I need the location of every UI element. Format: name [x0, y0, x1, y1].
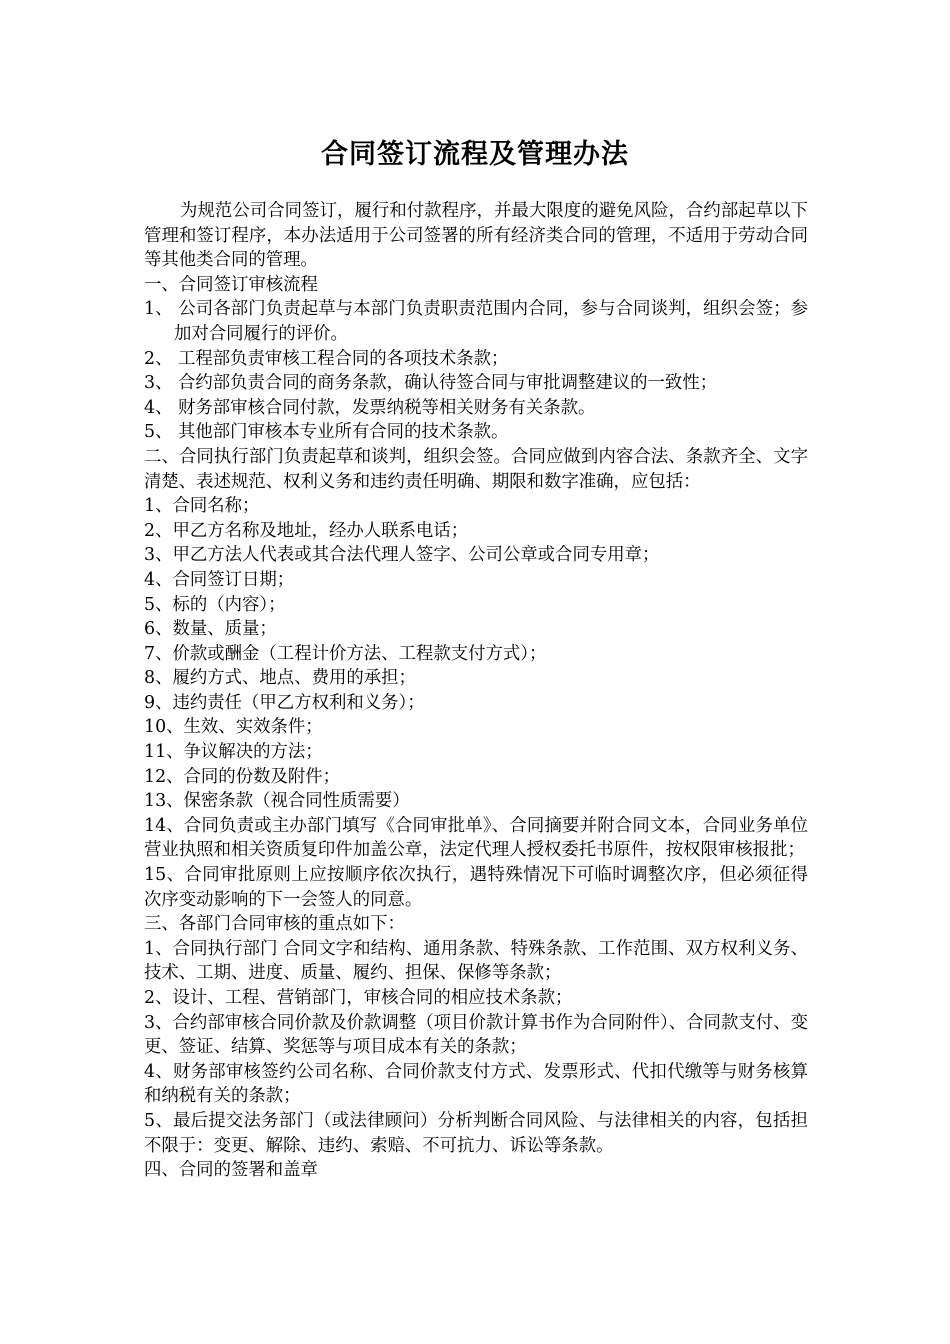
list-item: 2、甲乙方名称及地址，经办人联系电话； — [144, 520, 469, 541]
list-item: 3、合约部审核合同价款及价款调整（项目价款计算书作为合同附件）、合同款支付、变更、签证、结算、奖惩等与项目成本有关的条款； — [144, 1012, 808, 1058]
section-heading: 一、合同签订审核流程 — [144, 274, 318, 295]
list-item: 15、合同审批原则上应按顺序依次执行，遇特殊情况下可临时调整次序，但必须征得次序变动影响的下一会签人的同意。 — [144, 865, 808, 910]
list-item: 3、 合约部负责合同的商务条款，确认待签合同与审批调整建议的一致性； — [144, 373, 718, 394]
section-heading: 四、合同的签署和盖章 — [144, 1160, 318, 1181]
section-heading: 二、合同执行部门负责起草和谈判，组织会签。合同应做到内容合法、条款齐全、文字清楚、表述规范、权利义务和违约责任明确、期限和数字准确，应包括： — [144, 446, 808, 492]
list-item: 13、保密条款（视合同性质需要） — [144, 791, 410, 812]
list-item: 8、履约方式、地点、费用的承担； — [144, 668, 416, 689]
list-item: 9、违约责任（甲乙方权利和义务）； — [144, 692, 425, 713]
list-item: 4、财务部审核签约公司名称、合同价款支付方式、发票形式、代扣代缴等与财务核算和纳税有关的条款； — [144, 1061, 808, 1107]
list-item: 4、合同签订日期； — [144, 569, 295, 590]
list-item: 7、价款或酬金（工程计价方法、工程款支付方式）； — [144, 643, 547, 664]
list-item: 5、最后提交法务部门（或法律顾问）分析判断合同风险、与法律相关的内容，包括担不限于：变更、解除、违约、索赔、不可抗力、诉讼等条款。 — [144, 1110, 808, 1156]
list-item: 3、甲乙方法人代表或其合法代理人签字、公司公章或合同专用章； — [144, 545, 660, 566]
list-item: 6、数量、质量； — [144, 619, 277, 640]
list-item: 5、 其他部门审核本专业所有合同的技术条款。 — [144, 422, 509, 443]
list-item: 1、合同执行部门 合同文字和结构、通用条款、特殊条款、工作范围、双方权利义务、技术、工期、进度、质量、履约、担保、保修等条款； — [144, 938, 808, 984]
section-heading: 三、各部门合同审核的重点如下： — [144, 914, 405, 935]
list-item: 2、 工程部负责审核工程合同的各项技术条款； — [144, 348, 509, 369]
document-body — [144, 199, 808, 1183]
list-item: 11、争议解决的方法； — [144, 742, 323, 763]
list-item: 12、合同的份数及附件； — [144, 766, 341, 787]
list-item: 5、标的（内容）； — [144, 594, 286, 615]
list-item: 4、 财务部审核合同付款，发票纳税等相关财务有关条款。 — [144, 397, 596, 418]
list-item: 1、 公司各部门负责起草与本部门负责职责范围内合同，参与合同谈判，组织会签；参加对合同履行的评价。 — [144, 299, 808, 344]
list-item: 14、合同负责或主办部门填写《合同审批单》、合同摘要并附合同文本，合同业务单位营业执照和相关资质复印件加盖公章，法定代理人授权委托书原件，按权限审核报批； — [144, 815, 808, 861]
intro-paragraph: 为规范公司合同签订，履行和付款程序，并最大限度的避免风险，合约部起草以下管理和签订程序，本办法适用于公司签署的所有经济类合同的管理，不适用于劳动合同等其他类合同的管理。 — [144, 201, 808, 271]
document-title: 合同签订流程及管理办法 — [321, 139, 629, 170]
list-item: 10、生效、实效条件； — [144, 717, 323, 738]
list-item: 1、合同名称； — [144, 496, 260, 517]
list-item: 2、设计、工程、营销部门，审核合同的相应技术条款； — [144, 988, 573, 1008]
